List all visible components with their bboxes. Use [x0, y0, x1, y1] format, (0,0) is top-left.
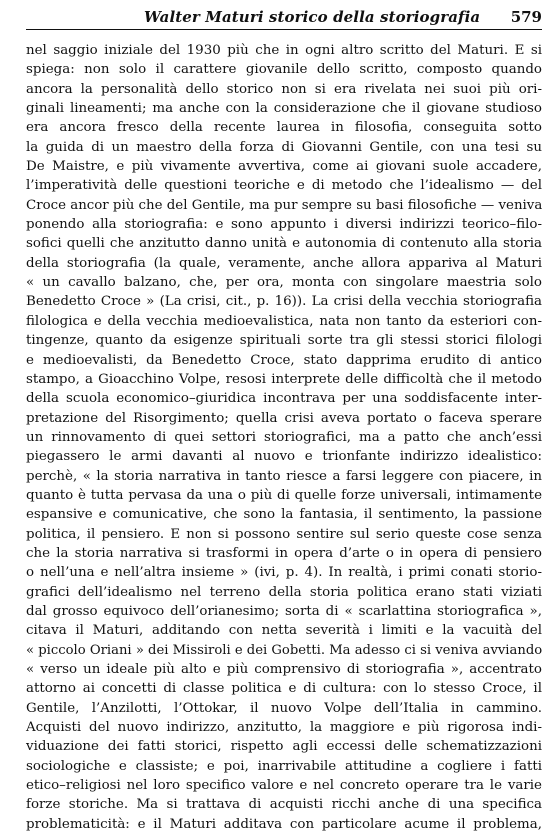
text-line: un rinnovamento di quei settori storiografici, ma a patto che anch’essi [26, 429, 542, 445]
text-line: Acquisti del nuovo indirizzo, anzitutto, la maggiore e più rigorosa indi- [26, 720, 542, 736]
text-line: quanto è tutta pervasa da una o più di quelle forze universali, intimamente [26, 487, 542, 503]
text-line: sociologiche e classiste; e poi, inarrivabile attitudine a cogliere i fatti [26, 758, 542, 774]
text-line: o nell’una e nell’altra insieme » (ivi, p. 4). In realtà, i primi conati storio- [26, 565, 542, 581]
text-line: l’imperatività delle questioni teoriche e di metodo che l’idealismo — del [26, 178, 542, 194]
text-line: espansive e comunicative, che sono la fantasia, il sentimento, la passione [26, 507, 542, 523]
text-line: perchè, « la storia narrativa in tanto riesce a farsi leggere con piacere, in [26, 468, 542, 484]
text-line: « piccolo Oriani » dei Missiroli e dei Gobetti. Ma adesso ci si veniva avviando [26, 642, 543, 658]
text-line: della storiografia (la quale, veramente, anche allora appariva al Maturi [26, 255, 542, 271]
text-line: pretazione del Risorgimento; quella crisi aveva portato o faceva sperare [26, 410, 542, 426]
page-number: 579 [510, 8, 542, 26]
text-line: Gentile, l’Anzilotti, l’Ottokar, il nuovo Volpe dell’Italia in cammino. [26, 700, 542, 716]
text-line: era ancora fresco della recente laurea in filosofia, conseguita sotto [26, 120, 542, 136]
body-text [26, 41, 542, 834]
text-line: piegassero le armi davanti al nuovo e trionfante indirizzo idealistico: [26, 449, 542, 465]
text-line: etico–religiosi nel loro specifico valore e nel concreto operare tra le varie [26, 778, 542, 794]
text-line: e medioevalisti, da Benedetto Croce, stato dapprima erudito di antico [26, 352, 542, 368]
text-line: spiega: non solo il carattere giovanile dello scritto, composto quando [26, 62, 542, 78]
text-line: che la storia narrativa si trasformi in opera d’arte o in opera di pensiero [26, 545, 542, 561]
text-line: citava il Maturi, additando con netta severità i limiti e la vacuità del [26, 623, 542, 639]
text-line: De Maistre, e più vivamente avvertiva, come ai giovani suole accadere, [26, 159, 542, 175]
text-line: attorno ai concetti di classe politica e di cultura: con lo stesso Croce, il [26, 681, 542, 697]
text-line: nel saggio iniziale del 1930 più che in ogni altro scritto del Maturi. E si [26, 43, 542, 58]
text-line: la guida di un maestro della forza di Giovanni Gentile, con una tesi su [26, 139, 542, 155]
text-line: politica, il pensiero. E non si possono sentire sul serio queste cose senza [26, 526, 542, 542]
text-line: ponendo alla storiografia: e sono appunto i diversi indirizzi teorico–filo- [26, 217, 542, 233]
text-line: grafici dell’idealismo nel terreno della storia politica erano stati viziati [26, 584, 542, 600]
text-line: viduazione dei fatti storici, rispetto agli eccessi delle schematizzazioni [26, 739, 542, 755]
text-line: problematicità: e il Maturi additava con particolare acume il problema, [26, 816, 542, 832]
header-rule [26, 29, 542, 30]
text-line: Croce ancor più che del Gentile, ma pur sempre su basi filosofiche — veniva [26, 197, 543, 213]
text-line: ginali lineamenti; ma anche con la considerazione che il giovane studioso [26, 101, 542, 117]
text-line: Benedetto Croce » (La crisi, cit., p. 16)). La crisi della vecchia storiografia [26, 294, 542, 310]
text-line: « verso un ideale più alto e più comprensivo di storiografia », accentrato [26, 662, 542, 677]
text-line: « un cavallo balzano, che, per ora, monta con singolare maestria solo [26, 275, 542, 291]
text-line: stampo, a Gioacchino Volpe, resosi interprete delle difficoltà che il metodo [26, 371, 542, 387]
text-line: filologica e della vecchia medioevalistica, nata non tanto da esteriori con- [26, 313, 542, 329]
text-line: dal grosso equivoco dell’orianesimo; sorta di « scarlattina storiografica », [26, 603, 542, 619]
text-line: forze storiche. Ma si trattava di acquisti ricchi anche di una specifica [26, 797, 542, 813]
text-line: ancora la personalità dello storico non si era rivelata nei suoi più ori- [26, 81, 542, 97]
running-title: Walter Maturi storico della storiografia [144, 8, 481, 26]
text-line: della scuola economico–giuridica incontrava per una soddisfacente inter- [26, 391, 542, 407]
text-line: tingenze, quanto da esigenze spirituali sorte tra gli stessi storici filologi [26, 333, 542, 349]
text-line: sofici quelli che anzitutto danno unità e autonomia di contenuto alla storia [26, 236, 542, 252]
